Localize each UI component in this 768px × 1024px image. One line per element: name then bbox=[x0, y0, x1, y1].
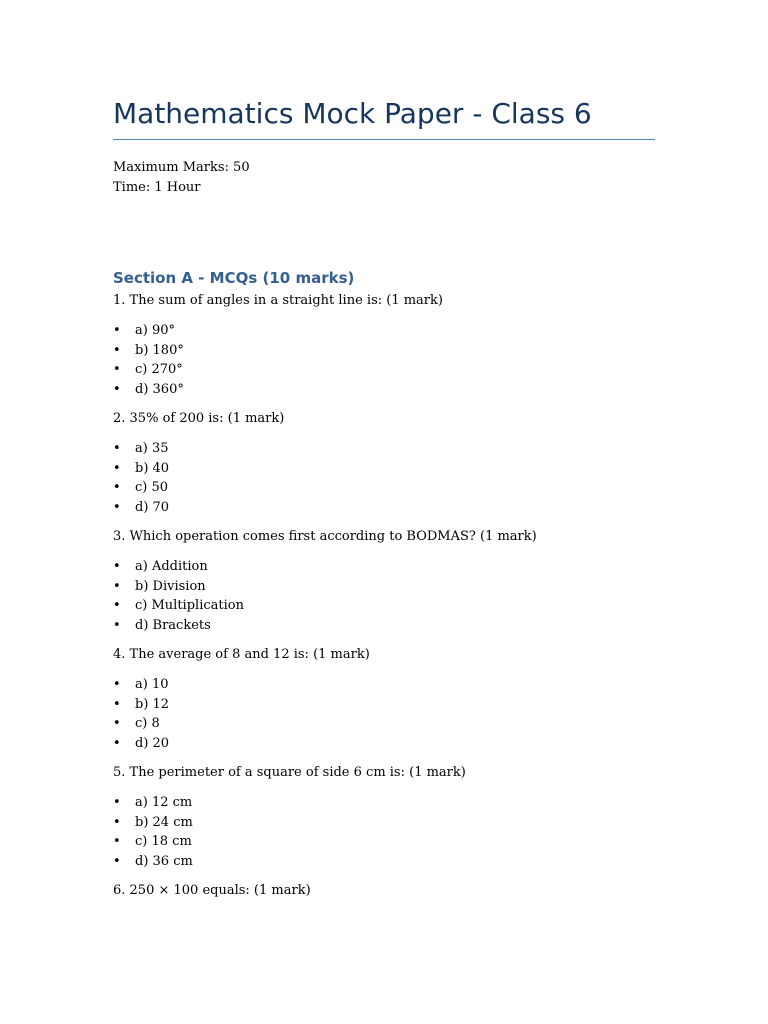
bullet-icon: • bbox=[113, 480, 121, 495]
option-item bbox=[113, 695, 655, 715]
option-list bbox=[113, 439, 655, 517]
title-divider bbox=[113, 139, 655, 140]
option-text: a) Addition bbox=[135, 559, 208, 574]
bullet-icon: • bbox=[113, 677, 121, 692]
bullet-icon: • bbox=[113, 598, 121, 613]
bullet-icon: • bbox=[113, 834, 121, 849]
option-item bbox=[113, 321, 655, 341]
option-text: c) 8 bbox=[135, 716, 160, 731]
question-text: 6. 250 × 100 equals: (1 mark) bbox=[113, 883, 311, 898]
question-text: 4. The average of 8 and 12 is: (1 mark) bbox=[113, 647, 370, 662]
option-item bbox=[113, 439, 655, 459]
option-item bbox=[113, 714, 655, 734]
section-heading: Section A - MCQs (10 marks) bbox=[113, 269, 355, 287]
bullet-icon: • bbox=[113, 853, 121, 869]
option-item bbox=[113, 341, 655, 361]
option-item bbox=[113, 577, 655, 597]
option-text: b) 180° bbox=[135, 342, 184, 358]
option-text: a) 90° bbox=[135, 323, 175, 338]
option-text: a) 10 bbox=[135, 677, 169, 692]
question-item bbox=[113, 881, 655, 901]
option-text: d) 36 cm bbox=[135, 853, 193, 869]
option-text: b) 40 bbox=[135, 460, 170, 476]
option-text: b) 24 cm bbox=[135, 814, 193, 830]
bullet-icon: • bbox=[113, 441, 121, 456]
option-item bbox=[113, 596, 655, 616]
option-item bbox=[113, 852, 655, 872]
option-text: c) 18 cm bbox=[135, 834, 192, 849]
option-item bbox=[113, 616, 655, 636]
question-text: 3. Which operation comes first according to BODMAS? (1 mark) bbox=[113, 529, 537, 544]
option-text: d) 70 bbox=[135, 499, 170, 515]
option-item bbox=[113, 459, 655, 479]
bullet-icon: • bbox=[113, 342, 121, 358]
question-item bbox=[113, 291, 655, 399]
bullet-icon: • bbox=[113, 499, 121, 515]
question-item bbox=[113, 409, 655, 517]
bullet-icon: • bbox=[113, 381, 121, 397]
question-item bbox=[113, 763, 655, 871]
bullet-icon: • bbox=[113, 716, 121, 731]
option-item bbox=[113, 813, 655, 833]
section-a bbox=[113, 267, 655, 911]
page-title: Mathematics Mock Paper - Class 6 bbox=[113, 97, 592, 130]
option-text: c) 50 bbox=[135, 480, 169, 495]
bullet-icon: • bbox=[113, 460, 121, 476]
option-text: b) Division bbox=[135, 578, 206, 594]
option-item bbox=[113, 793, 655, 813]
bullet-icon: • bbox=[113, 814, 121, 830]
option-text: a) 35 bbox=[135, 441, 169, 456]
bullet-icon: • bbox=[113, 578, 121, 594]
question-text: 1. The sum of angles in a straight line is: (1 mark) bbox=[113, 293, 443, 308]
bullet-icon: • bbox=[113, 323, 121, 338]
option-text: d) 360° bbox=[135, 381, 184, 397]
bullet-icon: • bbox=[113, 617, 121, 633]
time-limit: Time: 1 Hour bbox=[113, 180, 201, 195]
bullet-icon: • bbox=[113, 696, 121, 712]
option-list bbox=[113, 557, 655, 635]
option-item bbox=[113, 675, 655, 695]
option-text: d) Brackets bbox=[135, 617, 211, 633]
maximum-marks: Maximum Marks: 50 bbox=[113, 160, 250, 175]
option-item bbox=[113, 380, 655, 400]
option-text: c) Multiplication bbox=[135, 598, 244, 613]
question-text: 5. The perimeter of a square of side 6 cm is: (1 mark) bbox=[113, 765, 466, 780]
bullet-icon: • bbox=[113, 735, 121, 751]
question-item bbox=[113, 645, 655, 753]
option-text: a) 12 cm bbox=[135, 795, 193, 810]
question-item bbox=[113, 527, 655, 635]
bullet-icon: • bbox=[113, 362, 121, 377]
question-text: 2. 35% of 200 is: (1 mark) bbox=[113, 411, 285, 426]
option-item bbox=[113, 478, 655, 498]
option-item bbox=[113, 498, 655, 518]
option-item bbox=[113, 557, 655, 577]
option-text: b) 12 bbox=[135, 696, 170, 712]
option-text: d) 20 bbox=[135, 735, 170, 751]
question-list bbox=[113, 291, 655, 901]
bullet-icon: • bbox=[113, 795, 121, 810]
option-list bbox=[113, 793, 655, 871]
option-item bbox=[113, 360, 655, 380]
option-list bbox=[113, 675, 655, 753]
option-text: c) 270° bbox=[135, 362, 183, 377]
bullet-icon: • bbox=[113, 559, 121, 574]
option-list bbox=[113, 321, 655, 399]
option-item bbox=[113, 734, 655, 754]
option-item bbox=[113, 832, 655, 852]
paper-info bbox=[113, 158, 250, 198]
